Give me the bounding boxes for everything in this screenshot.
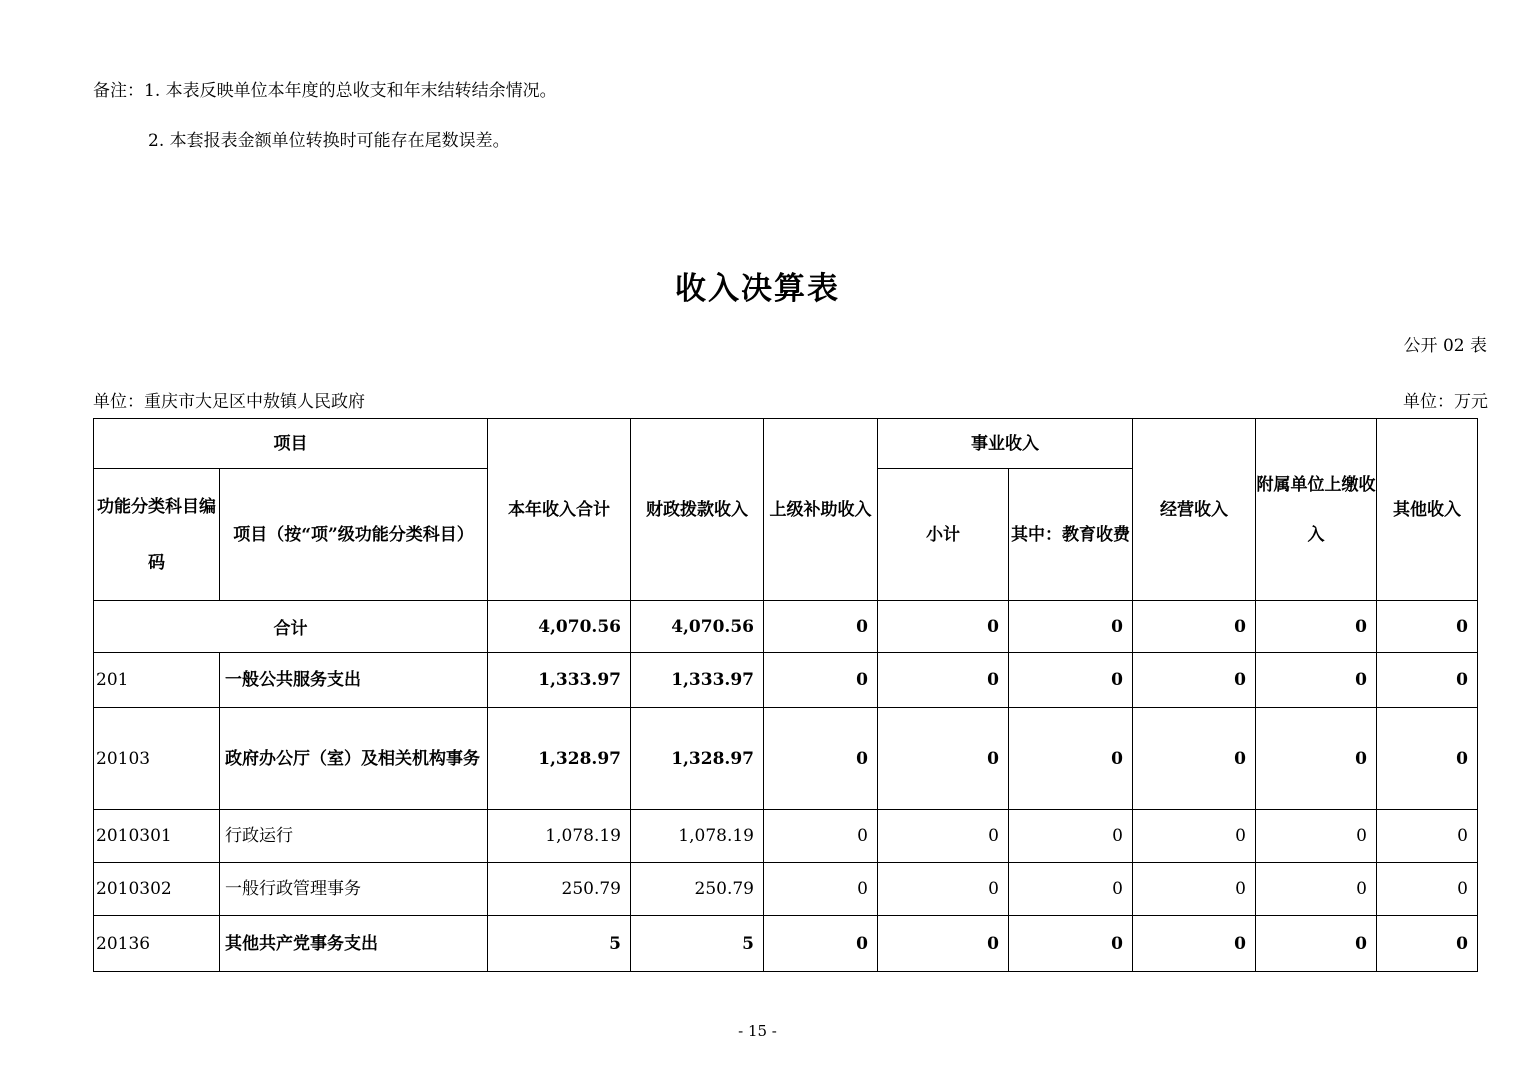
cell-item: 一般行政管理事务: [220, 863, 488, 916]
cell-value: 0: [1256, 653, 1377, 708]
cell-value: 1,328.97: [631, 708, 764, 810]
table-row: [94, 708, 1478, 810]
cell-value: 0: [1133, 601, 1256, 653]
cell-value: 0: [1377, 916, 1478, 972]
col-header-operating-income: 经营收入: [1133, 419, 1256, 601]
cell-code: 2010301: [94, 810, 220, 863]
cell-value: 0: [1256, 708, 1377, 810]
cell-value: 4,070.56: [631, 601, 764, 653]
col-header-project-group: 项目: [94, 419, 488, 469]
cell-value: 0: [1009, 916, 1133, 972]
cell-value: 0: [878, 708, 1009, 810]
cell-value: 1,333.97: [488, 653, 631, 708]
table-row: [94, 916, 1478, 972]
table-row: [94, 863, 1478, 916]
cell-value: 0: [1009, 863, 1133, 916]
cell-value: 0: [878, 653, 1009, 708]
cell-value: 0: [1377, 863, 1478, 916]
cell-code: 20136: [94, 916, 220, 972]
cell-value: 0: [1009, 601, 1133, 653]
table-row: [94, 810, 1478, 863]
cell-value: 0: [1133, 708, 1256, 810]
cell-value: 5: [488, 916, 631, 972]
col-header-item-name: 项目（按“项”级功能分类科目）: [220, 469, 488, 601]
table-row-total: [94, 601, 1478, 653]
page-number: - 15 -: [738, 1022, 777, 1040]
cell-value: 0: [764, 863, 878, 916]
cell-value: 1,328.97: [488, 708, 631, 810]
cell-item: 合计: [94, 601, 488, 653]
note-line-1: 备注：1. 本表反映单位本年度的总收支和年末结转结余情况。: [93, 81, 557, 101]
cell-value: 1,078.19: [631, 810, 764, 863]
unit-currency-label: 单位：万元: [1403, 392, 1488, 412]
cell-value: 1,333.97: [631, 653, 764, 708]
page-title: 收入决算表: [675, 271, 840, 307]
table-code-label: 公开 02 表: [1403, 336, 1487, 356]
cell-value: 0: [1256, 810, 1377, 863]
cell-value: 0: [764, 708, 878, 810]
cell-value: 0: [878, 810, 1009, 863]
cell-value: 250.79: [631, 863, 764, 916]
col-header-other-income: 其他收入: [1377, 419, 1478, 601]
col-header-year-total: 本年收入合计: [488, 419, 631, 601]
cell-item: 行政运行: [220, 810, 488, 863]
col-header-superior-subsidy: 上级补助收入: [764, 419, 878, 601]
cell-item: 其他共产党事务支出: [220, 916, 488, 972]
cell-value: 1,078.19: [488, 810, 631, 863]
cell-value: 250.79: [488, 863, 631, 916]
cell-value: 0: [764, 601, 878, 653]
col-header-subtotal: 小计: [878, 469, 1009, 601]
cell-value: 0: [1377, 653, 1478, 708]
cell-value: 0: [1133, 863, 1256, 916]
col-header-fiscal-allocation: 财政拨款收入: [631, 419, 764, 601]
cell-value: 0: [1256, 601, 1377, 653]
cell-value: 0: [878, 601, 1009, 653]
cell-code: 20103: [94, 708, 220, 810]
cell-value: 0: [764, 810, 878, 863]
cell-item: 政府办公厅（室）及相关机构事务: [220, 708, 488, 810]
col-header-business-income-group: 事业收入: [878, 419, 1133, 469]
cell-value: 0: [1009, 653, 1133, 708]
cell-value: 0: [1133, 653, 1256, 708]
cell-value: 0: [764, 916, 878, 972]
unit-name-label: 单位：重庆市大足区中敖镇人民政府: [93, 392, 365, 412]
income-final-accounts-table: [93, 418, 1478, 972]
cell-value: 0: [878, 916, 1009, 972]
table-row: [94, 653, 1478, 708]
cell-value: 0: [1377, 810, 1478, 863]
cell-value: 5: [631, 916, 764, 972]
cell-item: 一般公共服务支出: [220, 653, 488, 708]
note-line-2: 2. 本套报表金额单位转换时可能存在尾数误差。: [148, 131, 510, 151]
col-header-affiliated-income: 附属单位上缴收入: [1256, 419, 1377, 601]
cell-value: 0: [1009, 708, 1133, 810]
cell-value: 0: [878, 863, 1009, 916]
col-header-education-fee: 其中：教育收费: [1009, 469, 1133, 601]
cell-value: 4,070.56: [488, 601, 631, 653]
col-header-function-code: 功能分类科目编码: [94, 469, 220, 601]
cell-code: 201: [94, 653, 220, 708]
cell-value: 0: [1377, 601, 1478, 653]
cell-value: 0: [1133, 916, 1256, 972]
cell-value: 0: [764, 653, 878, 708]
cell-code: 2010302: [94, 863, 220, 916]
cell-value: 0: [1377, 708, 1478, 810]
cell-value: 0: [1133, 810, 1256, 863]
cell-value: 0: [1256, 863, 1377, 916]
cell-value: 0: [1009, 810, 1133, 863]
cell-value: 0: [1256, 916, 1377, 972]
